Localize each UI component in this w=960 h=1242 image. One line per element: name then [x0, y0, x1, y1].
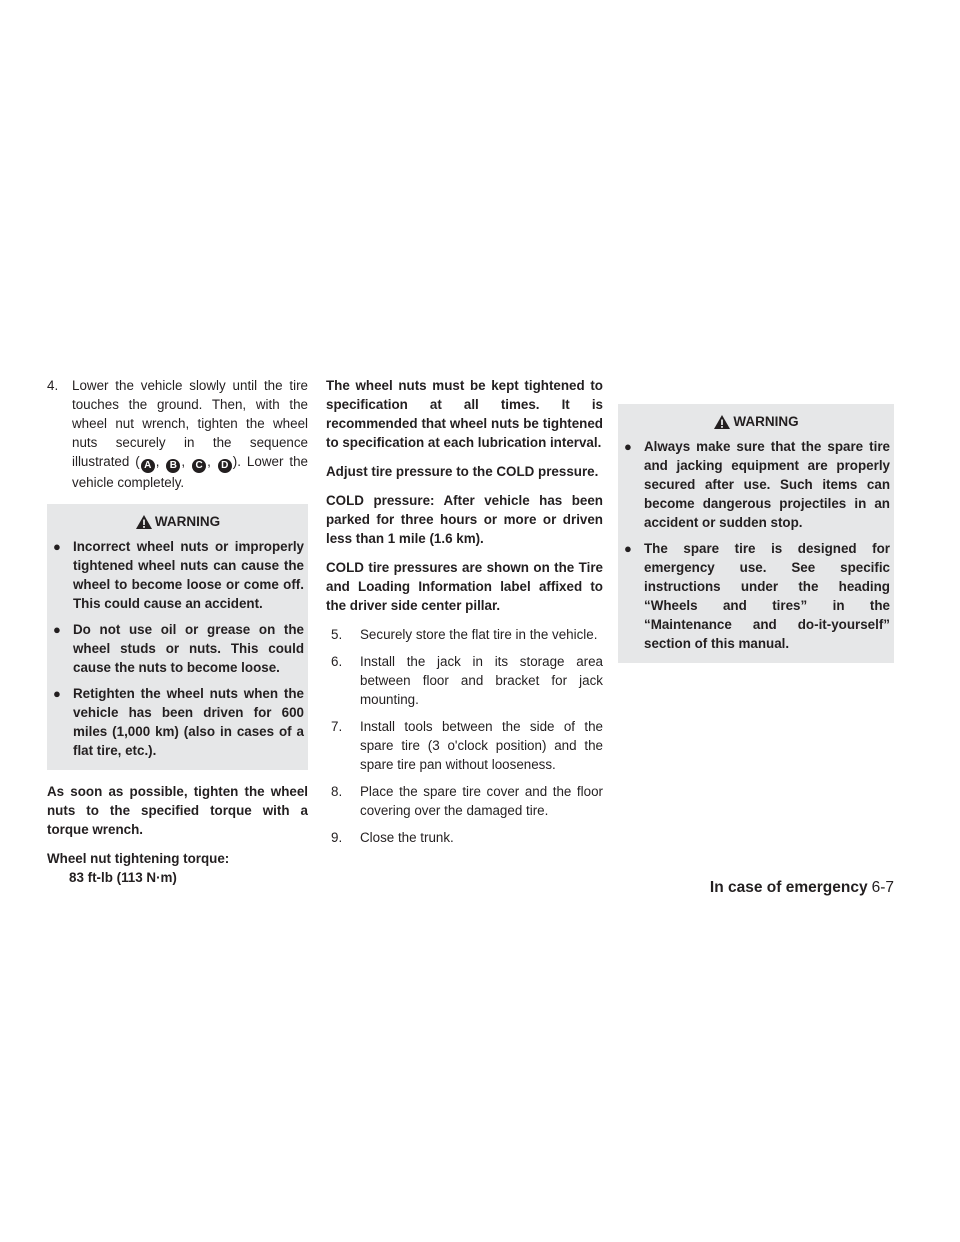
step-number: 5.: [331, 627, 343, 642]
step-number: 8.: [331, 784, 343, 799]
warning-triangle-icon: [135, 514, 153, 530]
paragraph-cold-label: COLD tire pressures are shown on the Tire and Loading Information label affixed to the driver side center pillar.: [326, 560, 603, 613]
footer-section-title: In case of emergency: [709, 879, 868, 896]
column-right: [618, 376, 894, 675]
torque-value: 83 ft-lb (113 N·m): [69, 870, 177, 885]
warning-item: ● Always make sure that the spare tire and jacking equipment are properly secured after use. Such items can become dangerous projectiles in an accident or sudden stop.: [624, 439, 890, 530]
step-number: 6.: [331, 654, 343, 669]
step-5: [326, 625, 603, 644]
bullet-icon: ●: [624, 541, 632, 556]
step-number: 7.: [331, 719, 343, 734]
step-text: Install the jack in its storage area between floor and bracket for jack mounting.: [360, 654, 603, 707]
paragraph-nuts-tightened: The wheel nuts must be kept tightened to specification at all times. It is recommended that wheel nuts be tightened to specification at each lubrication interval.: [326, 378, 603, 450]
marker-a-icon: A: [141, 459, 155, 473]
warning-heading: WARNING: [47, 512, 308, 531]
marker-b-icon: B: [166, 459, 180, 473]
step-4: [47, 376, 308, 492]
marker-d-icon: D: [218, 459, 232, 473]
column-left: [47, 376, 308, 887]
warning-box-wheel-nuts: [47, 504, 308, 770]
step-8: [326, 782, 603, 820]
step-text: Securely store the flat tire in the vehicle.: [360, 627, 598, 642]
warning-triangle-icon: [713, 414, 731, 430]
warning-item: ● Do not use oil or grease on the wheel studs or nuts. This could cause the nuts to become loose.: [53, 622, 304, 675]
page-footer: [710, 879, 894, 897]
bullet-icon: ●: [53, 622, 61, 637]
torque-label: Wheel nut tightening torque:: [47, 851, 230, 866]
step-text: Place the spare tire cover and the floor covering over the damaged tire.: [360, 784, 603, 818]
warning-item: ● Retighten the wheel nuts when the vehicle has been driven for 600 miles (1,000 km) (also in cases of a flat tire, etc.).: [53, 686, 304, 758]
step-text: Lower the vehicle slowly until the tire touches the ground. Then, with the wheel nut wrench, tighten the wheel nuts securely in the sequence illustrated ( A , B , C , D ). Lower the vehicle completely.: [72, 378, 308, 490]
step-7: [326, 717, 603, 774]
step-6: [326, 652, 603, 709]
warning-box-spare-tire: [618, 404, 894, 663]
paragraph-adjust-pressure: Adjust tire pressure to the COLD pressure.: [326, 464, 599, 479]
warning-item: ● Incorrect wheel nuts or improperly tightened wheel nuts can cause the wheel to become loose or come off. This could cause an accident.: [53, 539, 304, 611]
step-number: 4.: [47, 378, 59, 393]
step-9: [326, 828, 603, 847]
step-number: 9.: [331, 830, 343, 845]
torque-paragraph: As soon as possible, tighten the wheel nuts to the specified torque with a torque wrench.: [47, 784, 308, 837]
bullet-icon: ●: [53, 686, 61, 701]
column-middle: [326, 376, 603, 855]
warning-heading: WARNING: [618, 412, 894, 431]
footer-page-number: 6-7: [871, 879, 894, 896]
bullet-icon: ●: [624, 439, 632, 454]
step-text: Install tools between the side of the spare tire (3 o'clock position) and the spare tire pan without looseness.: [360, 719, 603, 772]
paragraph-cold-pressure: COLD pressure: After vehicle has been parked for three hours or more or driven less than 1 mile (1.6 km).: [326, 493, 603, 546]
warning-item: ● The spare tire is designed for emergency use. See specific instructions under the heading “Wheels and tires” in the “Maintenance and do-it-yourself” section of this manual.: [624, 541, 890, 651]
bullet-icon: ●: [53, 539, 61, 554]
marker-c-icon: C: [192, 459, 206, 473]
step-text: Close the trunk.: [360, 830, 454, 845]
